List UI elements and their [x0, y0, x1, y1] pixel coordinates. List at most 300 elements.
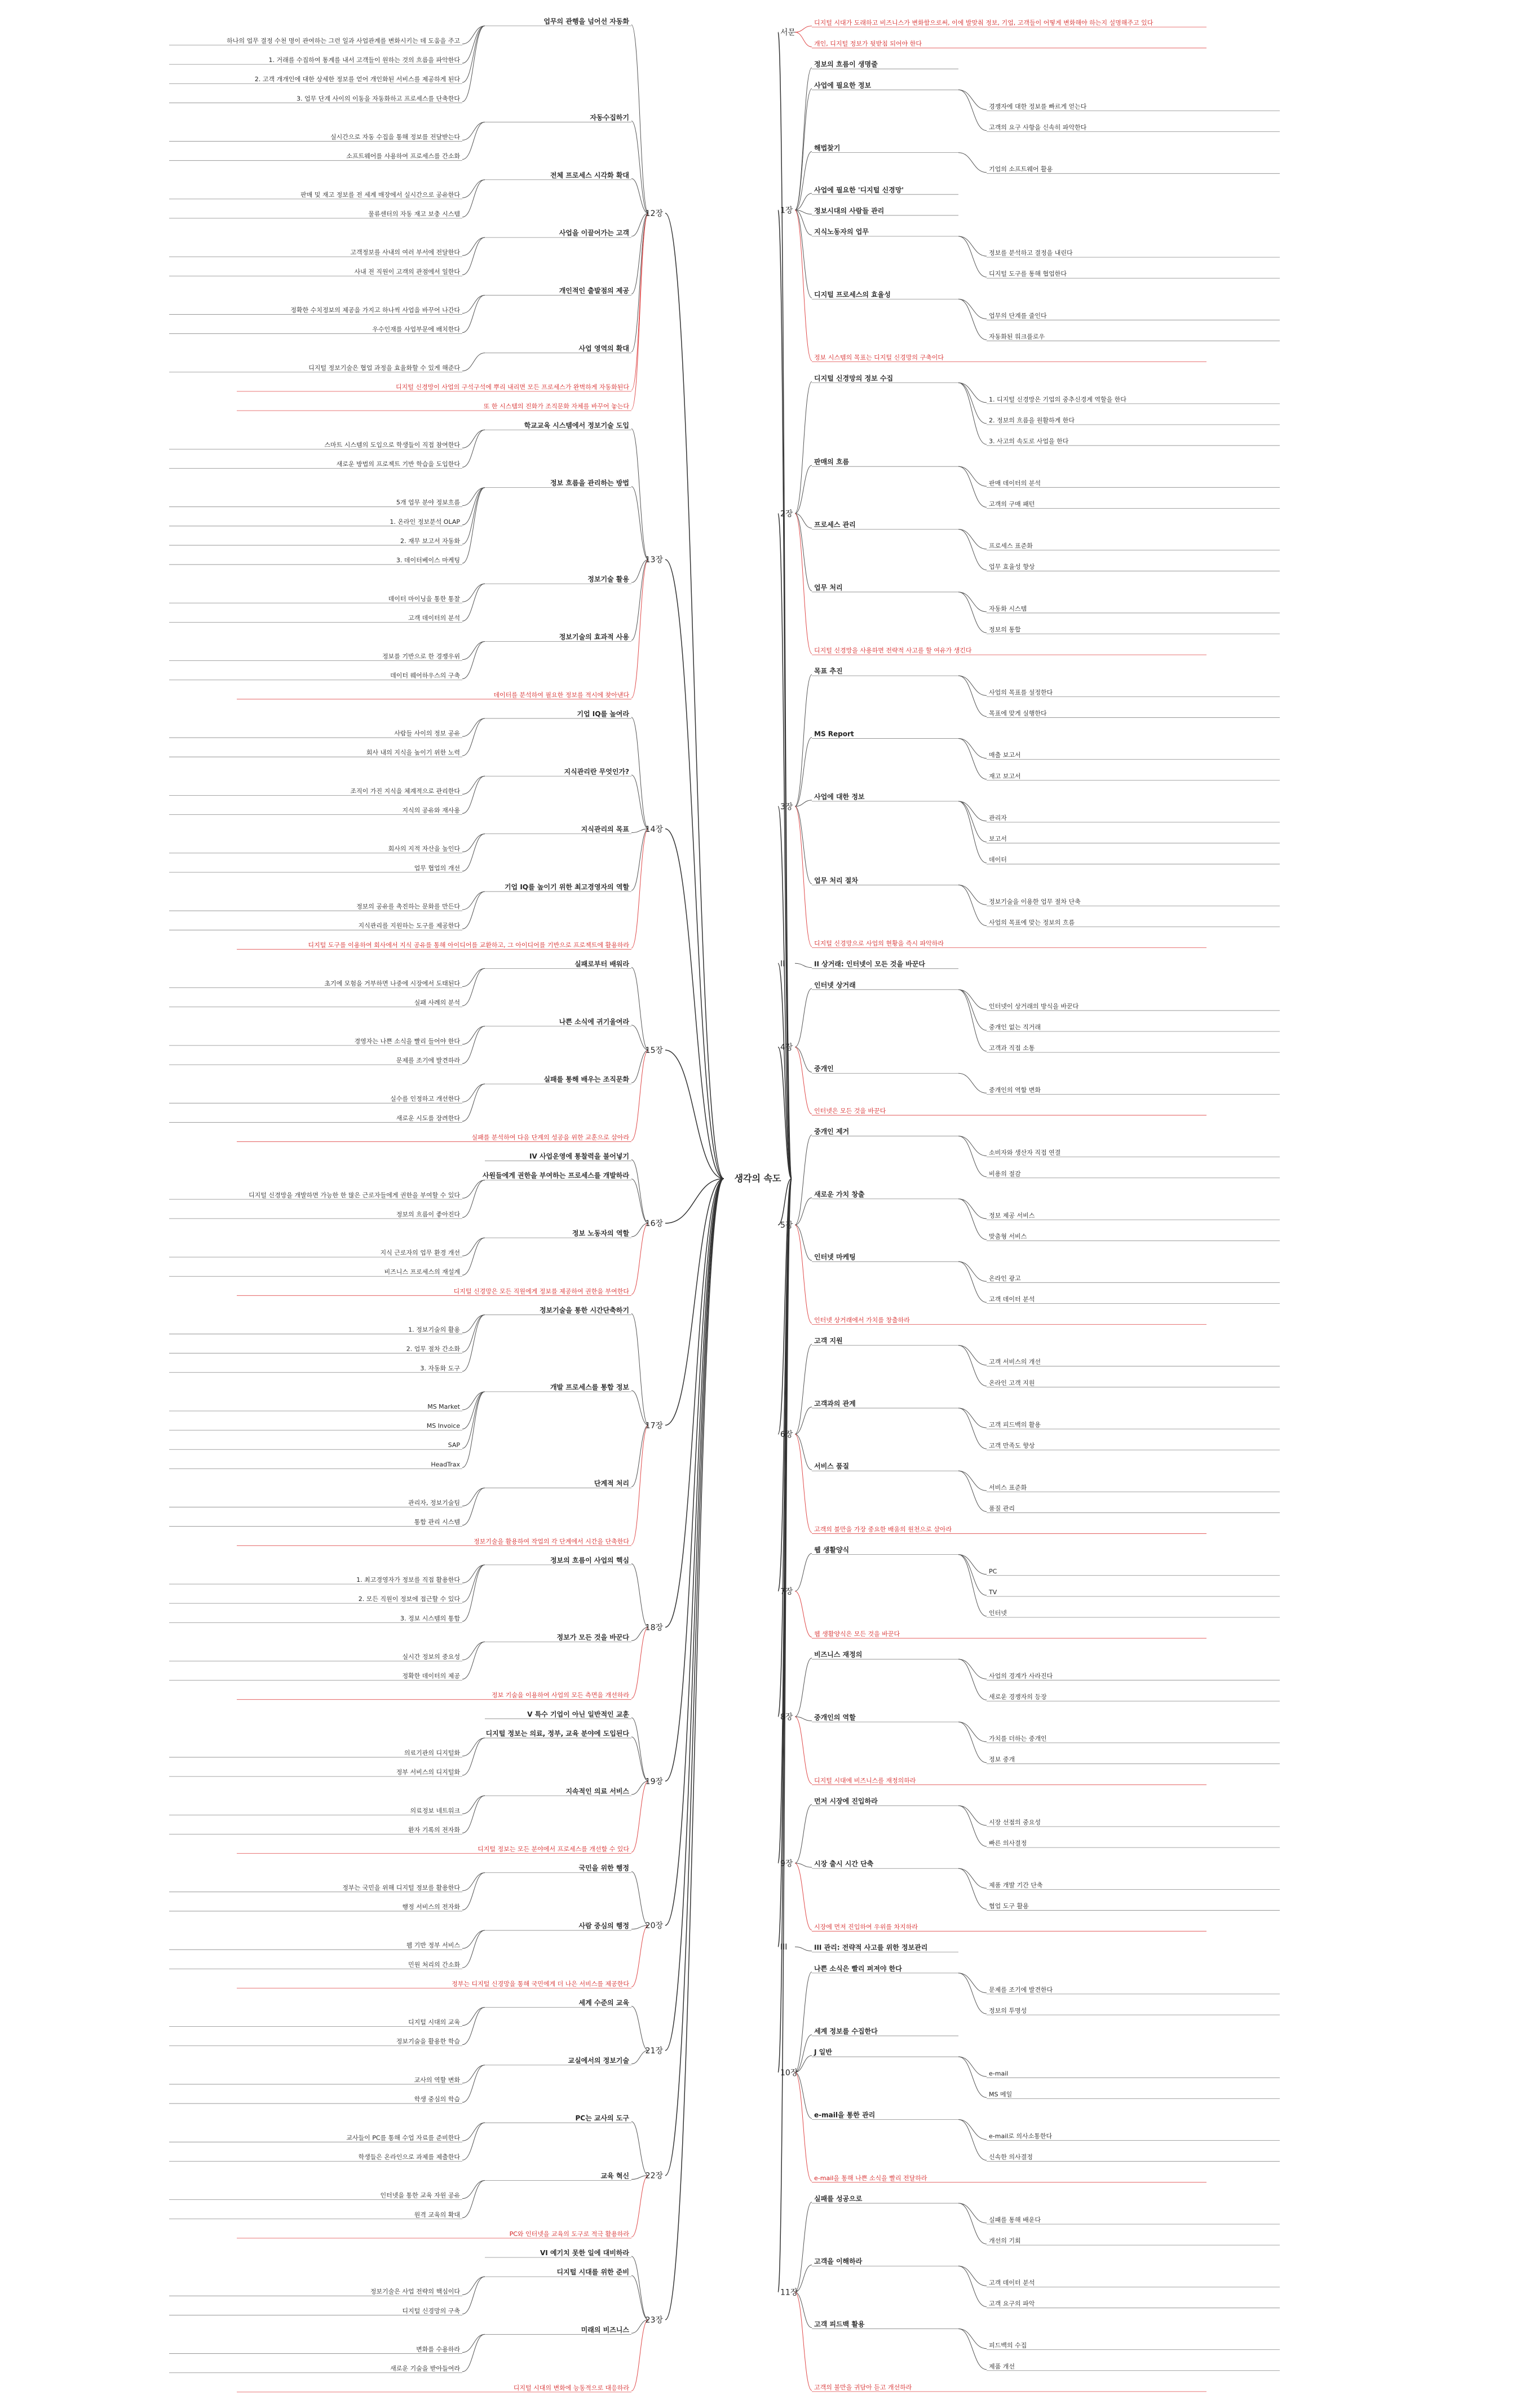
topic-node: 판매의 흐름: [814, 458, 850, 466]
sub-node: PC: [989, 1567, 997, 1575]
sub-edge: [958, 801, 987, 842]
sub-edge: [958, 885, 987, 925]
sub-node: 정확한 데이터의 제공: [402, 1672, 460, 1680]
chapter-label: 18장: [645, 1623, 663, 1633]
sub-edge: [462, 488, 485, 544]
chapter-label: 13장: [645, 555, 663, 565]
sub-node: 행정 서비스의 전자화: [402, 1903, 460, 1911]
topic-node: 고객 피드백 활용: [814, 2320, 865, 2328]
node-edge: [795, 1225, 812, 1260]
sub-node: 가치를 더하는 중개인: [989, 1735, 1047, 1743]
sub-node: 협업 도구 활용: [989, 1902, 1029, 1910]
node-edge: [795, 1658, 812, 1717]
sub-node: 지식 근로자의 업무 환경 개선: [380, 1249, 460, 1257]
chapter-edge: [778, 210, 792, 1179]
sub-node: 3. 사고의 속도로 사업을 한다: [989, 438, 1069, 446]
sub-edge: [462, 1738, 485, 1775]
topic-node: 미래의 비즈니스: [581, 2326, 629, 2334]
sub-edge: [462, 1796, 485, 1833]
sub-node: 온라인 광고: [989, 1274, 1021, 1282]
topic-node: PC는 교사의 도구: [575, 2114, 629, 2123]
sub-edge: [462, 718, 485, 736]
topic-node: 정보기술의 효과적 사용: [559, 633, 629, 641]
sub-node: 개선의 기회: [989, 2237, 1021, 2245]
topic-node: 실패로부터 배워라: [574, 960, 629, 968]
topic-node: 업무의 관행을 넘어선 자동화: [543, 17, 629, 25]
node-edge: [795, 2072, 812, 2119]
topic-node: 고객 지원: [814, 1337, 843, 1345]
topic-node: 정보기술 활용: [587, 575, 629, 584]
sub-edge: [462, 2277, 485, 2295]
chapter-label: 1장: [780, 206, 793, 215]
chapter-label: II: [780, 959, 785, 969]
sub-edge: [462, 1565, 485, 1621]
sub-node: 고객 요구의 파악: [989, 2300, 1035, 2308]
chapter-label: 10장: [780, 2068, 798, 2078]
sub-edge: [958, 1262, 987, 1281]
topic-node: 사람 중심의 행정: [578, 1922, 629, 1930]
sub-edge: [958, 676, 987, 716]
sub-node: 3. 자동화 도구: [420, 1364, 460, 1372]
topic-node: 학교교육 시스템에서 정보기술 도입: [524, 421, 629, 430]
summary-note: 디지털 정보는 모든 분야에서 프로세스를 개선할 수 있다: [478, 1845, 629, 1853]
sub-edge: [462, 1315, 485, 1333]
topic-node: 고객과의 관계: [814, 1399, 856, 1408]
summary-edge: [795, 2292, 812, 2390]
sub-node: 2. 정보의 흐름을 원활하게 한다: [989, 416, 1075, 424]
summary-note: 인터넷은 모든 것을 바꾼다: [814, 1107, 886, 1115]
topic-node: 시장 출시 시간 단축: [814, 1860, 874, 1868]
topic-node: 정보가 모든 것을 바꾼다: [556, 1633, 629, 1642]
sub-node: 정보 제공 서비스: [989, 1211, 1035, 1219]
sub-node: 데이터 웨어하우스의 구축: [390, 672, 460, 680]
topic-node: 실패를 통해 배우는 조직문화: [543, 1075, 629, 1084]
node-edge: [795, 1198, 812, 1225]
sub-edge: [462, 1565, 485, 1583]
sub-node: 1. 정보기술의 활용: [408, 1326, 460, 1334]
node-edge: [631, 829, 648, 890]
topic-node: 실패를 성공으로: [814, 2194, 863, 2203]
summary-edge: [795, 32, 812, 47]
sub-node: 경영자는 나쁜 소식을 빨리 들어야 한다: [354, 1037, 460, 1045]
summary-note: 인터넷 상거래에서 가치를 창출하라: [814, 1316, 910, 1324]
topic-node: 세계 정보를 수집한다: [814, 2027, 878, 2036]
topic-node: 국민을 위한 행정: [578, 1864, 629, 1872]
sub-node: 민원 처리의 간소화: [408, 1961, 460, 1969]
topic-node: 서비스 품질: [814, 1462, 850, 1471]
sub-node: 고객 만족도 향상: [989, 1442, 1035, 1450]
sub-edge: [462, 122, 485, 140]
sub-node: 정보기술을 이용한 업무 절차 단축: [989, 898, 1081, 906]
summary-note: 디지털 시대에 비즈니스를 재정의하라: [814, 1776, 916, 1784]
chapter-label: 4장: [780, 1043, 793, 1052]
topic-node: 사업에 필요한 정보: [814, 81, 872, 90]
sub-node: 1. 온라인 정보분석 OLAP: [390, 518, 460, 526]
sub-edge: [462, 488, 485, 563]
sub-node: 정보를 분석하고 결정을 내린다: [989, 249, 1073, 257]
summary-edge: [795, 806, 812, 947]
topic-node: 고객을 이해하라: [814, 2257, 863, 2266]
sub-node: 고객 서비스의 개선: [989, 1358, 1041, 1366]
sub-node: 비즈니스 프로세스의 재설계: [384, 1268, 460, 1276]
sub-node: 판매 및 재고 정보를 전 세계 매장에서 실시간으로 공유한다: [300, 191, 460, 199]
sub-edge: [958, 466, 987, 507]
sub-node: 실시간 정보의 중요성: [402, 1653, 460, 1661]
summary-note: 또 한 시스템의 진화가 조직문화 자체를 바꾸어 놓는다: [483, 403, 629, 411]
summary-edge: [795, 1717, 812, 1784]
sub-edge: [958, 2057, 987, 2097]
topic-node: 전체 프로세스 시각화 확대: [550, 171, 629, 179]
sub-node: 회사 내의 지식을 높이기 위한 노력: [366, 749, 460, 757]
sub-node: 물류센터의 자동 재고 보충 시스템: [368, 210, 460, 218]
chapter-label: III: [780, 1943, 788, 1952]
topic-node: 비즈니스 재정의: [814, 1651, 863, 1659]
topic-node: 목표 추진: [814, 667, 843, 676]
sub-node: 관리자, 정보기술팀: [408, 1499, 460, 1507]
sub-node: 디지털 도구를 통해 협업한다: [989, 270, 1067, 278]
summary-edge: [631, 559, 648, 698]
topic-node: 지속적인 의료 서비스: [565, 1787, 629, 1796]
sub-edge: [462, 2181, 485, 2199]
sub-edge: [958, 2057, 987, 2076]
sub-edge: [958, 1199, 987, 1219]
sub-node: 데이터: [989, 856, 1007, 864]
sub-node: 디지털 신경망을 개발하면 가능한 한 많은 근로자들에게 권한을 부여할 수 있다: [249, 1191, 460, 1199]
sub-node: 정부는 국민을 위해 디지털 정보를 활용한다: [342, 1884, 460, 1891]
summary-edge: [795, 514, 812, 654]
chapter-label: 8장: [780, 1713, 793, 1722]
sub-node: 2. 고객 개개인에 대한 상세한 정보를 얻어 개인화된 서비스를 제공하게 된다: [254, 76, 460, 83]
summary-edge: [631, 2320, 648, 2391]
topic-node: 해법찾기: [814, 144, 841, 152]
topic-node: 정보의 흐름이 사업의 핵심: [550, 1556, 629, 1564]
node-edge: [795, 1972, 812, 2072]
topic-node: 정보 흐름을 관리하는 방법: [550, 479, 629, 487]
sub-node: 실수를 인정하고 개선한다: [390, 1095, 460, 1103]
sub-edge: [462, 968, 485, 1005]
sub-edge: [462, 2334, 485, 2371]
sub-node: 목표에 맞게 실행한다: [989, 709, 1047, 717]
sub-node: e-mail로 의사소통한다: [989, 2132, 1053, 2140]
sub-node: 사업의 목표에 맞는 정보의 흐름: [989, 919, 1075, 927]
node-edge: [631, 2256, 648, 2320]
sub-node: 판매 데이터의 분석: [989, 479, 1041, 487]
sub-node: 환자 기록의 전자화: [408, 1826, 460, 1834]
sub-node: 정보의 통합: [989, 626, 1021, 634]
sub-edge: [462, 1738, 485, 1756]
node-edge: [631, 1160, 648, 1224]
sub-edge: [958, 466, 987, 486]
topic-node: 사업에 대한 정보: [814, 792, 865, 801]
topic-node: 정보시대의 사람들 관리: [814, 206, 885, 215]
sub-edge: [462, 776, 485, 813]
sub-edge: [462, 2181, 485, 2218]
sub-edge: [958, 2266, 987, 2286]
sub-node: 스마트 시스템의 도입으로 학생들이 직접 참여한다: [324, 441, 460, 449]
sub-node: 학생 중심의 학습: [414, 2096, 460, 2103]
sub-edge: [462, 1392, 485, 1429]
chapter-edge: [665, 1179, 724, 2050]
node-edge: [631, 25, 648, 213]
sub-edge: [958, 2329, 987, 2349]
topic-node: 디지털 정보는 의료, 정부, 교육 분야에 도입된다: [485, 1729, 629, 1737]
sub-edge: [958, 1659, 987, 1679]
sub-node: 데이터 마이닝을 통한 통찰: [388, 595, 460, 603]
sub-edge: [462, 2123, 485, 2141]
summary-edge: [631, 1223, 648, 1294]
sub-edge: [462, 892, 485, 929]
topic-node: J 일반: [814, 2048, 832, 2057]
chapter-label: 21장: [645, 2046, 663, 2056]
sub-node: 5개 업무 분야 정보흐름: [396, 499, 460, 506]
sub-edge: [958, 90, 987, 109]
node-edge: [795, 1407, 812, 1434]
sub-edge: [958, 1346, 987, 1365]
node-edge: [631, 213, 648, 352]
sub-node: 중개인의 역할 변화: [989, 1086, 1041, 1094]
sub-node: 제품 개발 기간 단축: [989, 1881, 1043, 1889]
sub-edge: [958, 885, 987, 905]
sub-edge: [958, 90, 987, 130]
chapter-label: 20장: [645, 1921, 663, 1931]
node-edge: [631, 2275, 648, 2319]
sub-edge: [462, 1180, 485, 1218]
sub-edge: [462, 834, 485, 852]
node-edge: [795, 2035, 812, 2072]
summary-edge: [795, 1225, 812, 1323]
topic-node: 새로운 가치 창출: [814, 1190, 865, 1198]
chapter-edge: [665, 1179, 724, 1925]
topic-node: 사업을 이끌어가는 고객: [559, 229, 629, 237]
summary-edge: [631, 2176, 648, 2237]
topic-node: 나쁜 소식에 귀기울여라: [559, 1017, 629, 1026]
chapter-edge: [665, 213, 724, 1179]
node-edge: [631, 179, 648, 213]
sub-edge: [462, 1238, 485, 1275]
sub-edge: [462, 2008, 485, 2045]
topic-node: 세계 수준의 교육: [578, 1999, 629, 2007]
sub-node: 조직이 가진 지식을 체계적으로 관리한다: [350, 787, 460, 795]
sub-node: 지식의 공유와 재사용: [402, 806, 460, 814]
sub-node: 보고서: [989, 835, 1007, 843]
node-edge: [795, 738, 812, 806]
sub-node: 재고 보고서: [989, 772, 1021, 780]
sub-edge: [958, 1199, 987, 1240]
chapter-label: 11장: [780, 2288, 798, 2297]
summary-note: e-mail을 통해 나쁜 소식을 빨리 전달하라: [814, 2174, 927, 2182]
sub-node: 인터넷을 통한 교육 자원 공유: [380, 2191, 460, 2199]
topic-node: 정보의 흐름이 생명줄: [814, 60, 878, 69]
summary-note: 디지털 도구를 이용하여 회사에서 지식 공유를 통해 아이디어를 교환하고, 그 아이디어를 기반으로 프로젝트에 활용하라: [308, 941, 629, 949]
sub-edge: [958, 2120, 987, 2140]
node-edge: [795, 1434, 812, 1470]
sub-edge: [958, 1136, 987, 1156]
sub-edge: [958, 153, 987, 173]
sub-node: 하나의 업무 결정 수천 명이 관여하는 그런 일과 사업관계를 변화시키는 데 도움을 주고: [227, 37, 460, 45]
topic-node: 웹 생활양식: [814, 1546, 850, 1554]
sub-edge: [462, 1488, 485, 1506]
sub-edge: [958, 1555, 987, 1575]
sub-node: 고객 데이터 분석: [989, 1295, 1035, 1303]
sub-edge: [958, 2120, 987, 2160]
topic-node: 지식관리의 목표: [581, 825, 629, 833]
sub-edge: [462, 180, 485, 217]
sub-edge: [958, 1073, 987, 1093]
sub-edge: [462, 353, 485, 371]
topic-node: 지식노동자의 업무: [814, 228, 869, 236]
sub-edge: [958, 990, 987, 1009]
sub-node: 품질 관리: [989, 1505, 1015, 1512]
topic-node: V 특수 기업이 아닌 일반적인 교훈: [527, 1710, 629, 1718]
sub-node: 시장 선점의 중요성: [989, 1819, 1041, 1827]
sub-edge: [958, 676, 987, 695]
summary-note: 고객의 불만을 가장 중요한 배움의 원천으로 삼아라: [814, 1525, 952, 1533]
chapter-label: 9장: [780, 1859, 793, 1868]
sub-edge: [462, 1873, 485, 1891]
sub-node: 프로세스 표준화: [989, 542, 1033, 550]
sub-edge: [462, 718, 485, 756]
summary-note: 개인, 디지털 정보가 뒷받침 되어야 한다: [814, 40, 922, 48]
sub-edge: [958, 1973, 987, 2014]
summary-note: PC와 인터넷을 교육의 도구로 적극 활용하라: [509, 2230, 629, 2238]
sub-edge: [958, 1555, 987, 1595]
sub-edge: [958, 1659, 987, 1700]
sub-node: 고객 데이터 분석: [989, 2279, 1035, 2287]
sub-node: 서비스 표준화: [989, 1484, 1027, 1492]
sub-node: 우수인재를 사업부문에 배치한다: [372, 325, 460, 333]
sub-edge: [958, 236, 987, 256]
sub-edge: [462, 2065, 485, 2102]
topic-node: 나쁜 소식은 빨리 퍼져야 한다: [814, 1964, 902, 1973]
summary-edge: [631, 1050, 648, 1140]
sub-edge: [462, 237, 485, 255]
chapter-label: 5장: [780, 1221, 793, 1231]
sub-edge: [462, 122, 485, 159]
sub-edge: [462, 1565, 485, 1602]
sub-edge: [462, 1026, 485, 1064]
chapter-label: 6장: [780, 1430, 793, 1440]
topic-node: 디지털 신경망의 정보 수집: [814, 374, 894, 382]
sub-edge: [462, 1315, 485, 1371]
sub-edge: [462, 488, 485, 525]
sub-node: 교사들이 PC를 통해 수업 자료를 준비한다: [346, 2134, 460, 2142]
sub-node: 사업의 경계가 사라진다: [989, 1672, 1053, 1680]
sub-edge: [462, 237, 485, 275]
sub-node: 교사의 역할 변화: [414, 2076, 460, 2084]
sub-edge: [462, 892, 485, 910]
sub-edge: [958, 739, 987, 779]
topic-node: 디지털 시대를 위한 준비: [556, 2268, 629, 2277]
sub-node: 초기에 모험을 거부하면 나중에 시장에서 도태된다: [324, 980, 460, 987]
topic-node: 자동수집하기: [590, 113, 629, 122]
sub-edge: [462, 1315, 485, 1352]
summary-edge: [631, 1925, 648, 1987]
topic-node: 인터넷 마케팅: [814, 1253, 856, 1262]
sub-node: 고객정보를 사내의 여러 부서에 전달한다: [350, 249, 460, 257]
sub-edge: [462, 2065, 485, 2083]
sub-node: 새로운 시도를 장려한다: [396, 1114, 460, 1122]
node-edge: [795, 89, 812, 210]
sub-edge: [958, 592, 987, 633]
sub-edge: [462, 1180, 485, 1198]
sub-node: 빠른 의사결정: [989, 1840, 1027, 1847]
sub-node: 새로운 방법의 프로젝트 기반 학습을 도입한다: [336, 460, 460, 468]
sub-node: 고객의 구매 패턴: [989, 500, 1035, 508]
sub-node: 지식관리를 지원하는 도구를 제공한다: [358, 922, 460, 930]
summary-edge: [631, 1781, 648, 1852]
topic-node: 단계적 처리: [594, 1479, 629, 1488]
summary-edge: [795, 2072, 812, 2181]
chapter-label: 2장: [780, 509, 793, 519]
sub-node: 문제를 조기에 발견한다: [989, 1986, 1053, 1994]
topic-node: 중개인: [814, 1065, 834, 1073]
sub-node: TV: [989, 1588, 997, 1596]
sub-node: 2. 업무 절차 간소화: [406, 1345, 460, 1353]
summary-note: 고객의 불만을 귀담아 듣고 개선하라: [814, 2383, 912, 2391]
sub-edge: [462, 641, 485, 678]
sub-node: 회사의 지적 자산을 높인다: [388, 845, 460, 853]
summary-edge: [631, 1627, 648, 1698]
node-edge: [631, 121, 648, 213]
sub-node: 정보기술은 사업 전략의 핵심이다: [370, 2288, 460, 2296]
sub-edge: [462, 1084, 485, 1102]
sub-edge: [958, 383, 987, 403]
chapter-label: 19장: [645, 1777, 663, 1787]
sub-node: 의료정보 네트워크: [410, 1807, 460, 1815]
node-edge: [795, 68, 812, 210]
summary-note: 정보 기술을 이용하여 사업의 모든 측면을 개선하라: [491, 1691, 629, 1699]
topic-node: MS Report: [814, 730, 854, 738]
sub-edge: [462, 1796, 485, 1814]
summary-note: 데이터를 분석하여 필요한 정보를 적시에 찾아낸다: [493, 691, 629, 699]
chapter-edge: [665, 1179, 724, 2320]
sub-edge: [462, 968, 485, 986]
sub-edge: [958, 383, 987, 444]
sub-node: 의료기관의 디지털화: [404, 1749, 460, 1757]
sub-edge: [462, 2123, 485, 2160]
sub-node: 소프트웨어를 사용하여 프로세스를 간소화: [346, 152, 460, 160]
node-edge: [631, 1737, 648, 1781]
sub-node: 정보 중개: [989, 1756, 1015, 1763]
sub-node: 변화를 수용하라: [416, 2345, 460, 2353]
sub-node: 고객의 요구 사항을 신속히 파악한다: [989, 124, 1087, 131]
chapter-edge: [665, 1179, 724, 2176]
sub-edge: [958, 1471, 987, 1511]
sub-edge: [958, 2203, 987, 2244]
sub-edge: [958, 990, 987, 1051]
sub-edge: [958, 1973, 987, 1993]
node-edge: [631, 2006, 648, 2050]
sub-node: 고객 데이터의 분석: [408, 614, 460, 622]
sub-edge: [958, 801, 987, 863]
sub-node: 새로운 경쟁자의 등장: [989, 1693, 1047, 1701]
sub-node: HeadTrax: [431, 1461, 460, 1468]
sub-node: 피드백의 수집: [989, 2341, 1027, 2349]
sub-node: 정부 서비스의 디지털화: [396, 1768, 460, 1776]
sub-edge: [958, 2203, 987, 2223]
node-edge: [631, 1391, 648, 1425]
sub-edge: [958, 1408, 987, 1449]
sub-node: 디지털 정보기술은 협업 과정을 효율화할 수 있게 해준다: [308, 364, 460, 372]
sub-edge: [462, 1084, 485, 1121]
topic-node: 기업 IQ를 높여라: [577, 709, 629, 718]
topic-node: 정보 노동자의 역할: [572, 1229, 629, 1237]
node-edge: [631, 1872, 648, 1926]
topic-node: 업무 처리 절차: [814, 876, 858, 885]
summary-edge: [795, 210, 812, 361]
chapter-label: 17장: [645, 1421, 663, 1431]
sub-edge: [462, 1930, 485, 1968]
